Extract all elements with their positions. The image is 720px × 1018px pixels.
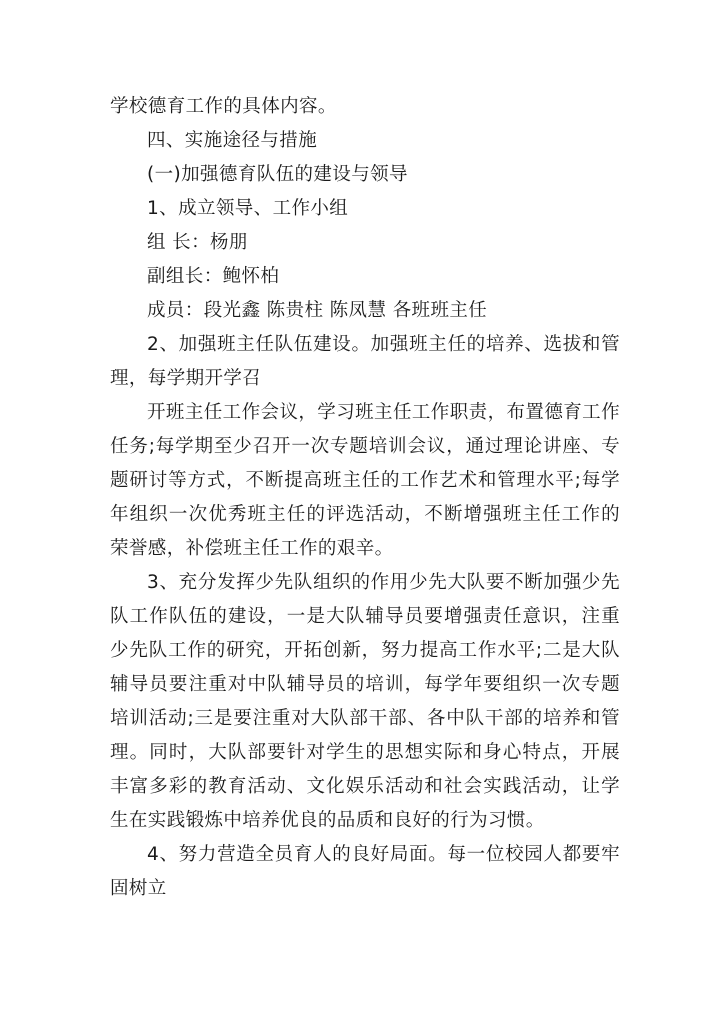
section-heading-implementation: 四、实施途径与措施 [147, 130, 318, 151]
paragraph-class-teacher-meetings: 开班主任工作会议，学习班主任工作职责，布置德育工作任务;每学期至少召开一次专题培训会议，通过理论讲座、专题研讨等方式，不断提高班主任的工作艺术和管理水平;每学年组织一次优秀班主任的评选活动，不断增强班主任工作的荣誉感，补偿班主任工作的艰辛。 [110, 402, 620, 559]
members-line: 成员：段光鑫 陈贵柱 陈凤慧 各班班主任 [147, 300, 488, 321]
paragraph-intro-continuation: 学校德育工作的具体内容。 [110, 96, 337, 117]
subsection-heading-team-building: (一)加强德育队伍的建设与领导 [147, 164, 408, 185]
document-body [110, 90, 620, 906]
paragraph-class-teacher-building: 2、加强班主任队伍建设。加强班主任的培养、选拔和管理，每学期开学召 [110, 334, 620, 389]
deputy-leader-line: 副组长：鲍怀柏 [147, 266, 280, 287]
group-leader-line: 组 长：杨朋 [147, 232, 248, 253]
paragraph-all-staff-education: 4、努力营造全员育人的良好局面。每一位校园人都要牢固树立 [110, 844, 620, 899]
item-heading-leadership-group: 1、成立领导、工作小组 [147, 198, 349, 219]
paragraph-young-pioneers: 3、充分发挥少先队组织的作用少先大队要不断加强少先队工作队伍的建设，一是大队辅导员要增强责任意识，注重少先队工作的研究，开拓创新，努力提高工作水平;二是大队辅导员要注重对中队辅导员的培训，每学年要组织一次专题培训活动;三是要注重对大队部干部、各中队干部的培养和管理。同时，大队部要针对学生的思想实际和身心特点，开展丰富多彩的教育活动、文化娱乐活动和社会实践活动，让学生在实践锻炼中培养优良的品质和良好的行为习惯。 [110, 572, 620, 831]
